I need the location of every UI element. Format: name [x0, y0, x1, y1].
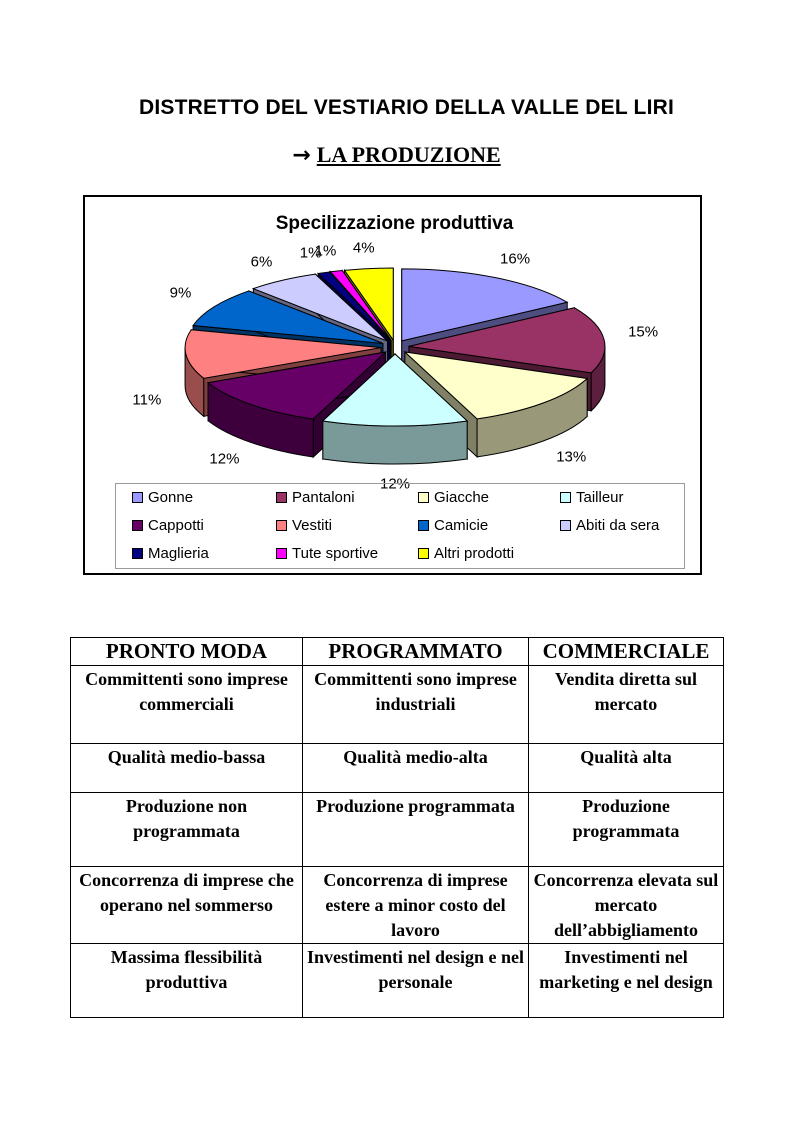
- legend-item: [560, 489, 624, 506]
- table-cell: Produzione programmata: [303, 793, 529, 867]
- legend-swatch: [276, 520, 287, 531]
- chart-title: Specilizzazione produttiva: [275, 213, 514, 234]
- table-row: [71, 666, 724, 744]
- legend-label: Giacche: [434, 489, 490, 506]
- slice-label-tailleur: 12%: [379, 475, 411, 493]
- legend-item: [276, 545, 378, 562]
- legend-label: Maglieria: [148, 545, 209, 562]
- legend-item: [418, 489, 489, 506]
- legend-label: Abiti da sera: [576, 517, 660, 534]
- slice-label-giacche: 13%: [556, 448, 587, 466]
- legend-item: [132, 517, 204, 534]
- slice-label-camicie: 9%: [169, 284, 192, 302]
- slice-label-tute-sportive: 1%: [314, 242, 337, 260]
- legend-item: [560, 517, 659, 534]
- header-pronto-moda: PRONTO MODA: [71, 638, 303, 666]
- legend-swatch: [132, 548, 143, 559]
- legend-swatch: [418, 548, 429, 559]
- table-cell: Concorrenza elevata sul mercato dell’abbigliamento: [529, 867, 724, 944]
- legend-label: Altri prodotti: [434, 545, 515, 562]
- legend-swatch: [276, 492, 287, 503]
- legend-item: [132, 489, 193, 506]
- legend-swatch: [418, 520, 429, 531]
- legend-swatch: [276, 548, 287, 559]
- page-subtitle: [0, 142, 793, 168]
- slice-label-maglieria: 1%: [299, 244, 322, 262]
- table-cell: Investimenti nel design e nel personale: [303, 944, 529, 1018]
- legend-label: Camicie: [434, 517, 489, 534]
- table-header-row: [71, 638, 724, 666]
- arrow-right-icon: →: [292, 143, 311, 168]
- legend-swatch: [132, 520, 143, 531]
- slice-label-abiti-da-sera: 6%: [250, 253, 273, 271]
- table-row: [71, 744, 724, 793]
- subtitle-text: LA PRODUZIONE: [316, 142, 501, 167]
- table-cell: Vendita diretta sul mercato: [529, 666, 724, 744]
- table-cell: Concorrenza di imprese estere a minor costo del lavoro: [303, 867, 529, 944]
- legend-swatch: [418, 492, 429, 503]
- table-row: [71, 944, 724, 1018]
- table-cell: Qualità alta: [529, 744, 724, 793]
- slice-label-gonne: 16%: [500, 250, 531, 268]
- table-cell: Concorrenza di imprese che operano nel sommerso: [71, 867, 303, 944]
- slice-label-pantaloni: 15%: [628, 323, 659, 341]
- legend-label: Pantaloni: [292, 489, 355, 506]
- table-cell: Investimenti nel marketing e nel design: [529, 944, 724, 1018]
- slice-label-cappotti: 12%: [209, 450, 240, 468]
- legend-label: Tute sportive: [292, 545, 379, 562]
- legend-label: Tailleur: [576, 489, 624, 506]
- legend-swatch: [560, 520, 571, 531]
- page-title: DISTRETTO DEL VESTIARIO DELLA VALLE DEL LIRI: [139, 96, 674, 119]
- table-cell: Committenti sono imprese commerciali: [71, 666, 303, 744]
- pie-chart: [83, 195, 702, 575]
- slice-label-altri-prodotti: 4%: [352, 239, 375, 257]
- legend-label: Cappotti: [148, 517, 204, 534]
- table-cell: Qualità medio-bassa: [71, 744, 303, 793]
- table-cell: Produzione programmata: [529, 793, 724, 867]
- legend-label: Vestiti: [292, 517, 333, 534]
- header-programmato: PROGRAMMATO: [303, 638, 529, 666]
- table-cell: Produzione non programmata: [71, 793, 303, 867]
- table-cell: Massima flessibilità produttiva: [71, 944, 303, 1018]
- legend-swatch: [560, 492, 571, 503]
- legend-item: [418, 517, 488, 534]
- production-table: [70, 637, 724, 1018]
- table-row: [71, 867, 724, 944]
- slice-label-vestiti: 11%: [132, 391, 162, 409]
- table-cell: Committenti sono imprese industriali: [303, 666, 529, 744]
- chart-legend: [115, 483, 685, 569]
- table-cell: Qualità medio-alta: [303, 744, 529, 793]
- legend-item: [276, 517, 332, 534]
- legend-item: [276, 489, 355, 506]
- legend-item: [132, 545, 209, 562]
- header-commerciale: COMMERCIALE: [529, 638, 724, 666]
- legend-item: [418, 545, 514, 562]
- table-row: [71, 793, 724, 867]
- legend-label: Gonne: [148, 489, 194, 506]
- legend-swatch: [132, 492, 143, 503]
